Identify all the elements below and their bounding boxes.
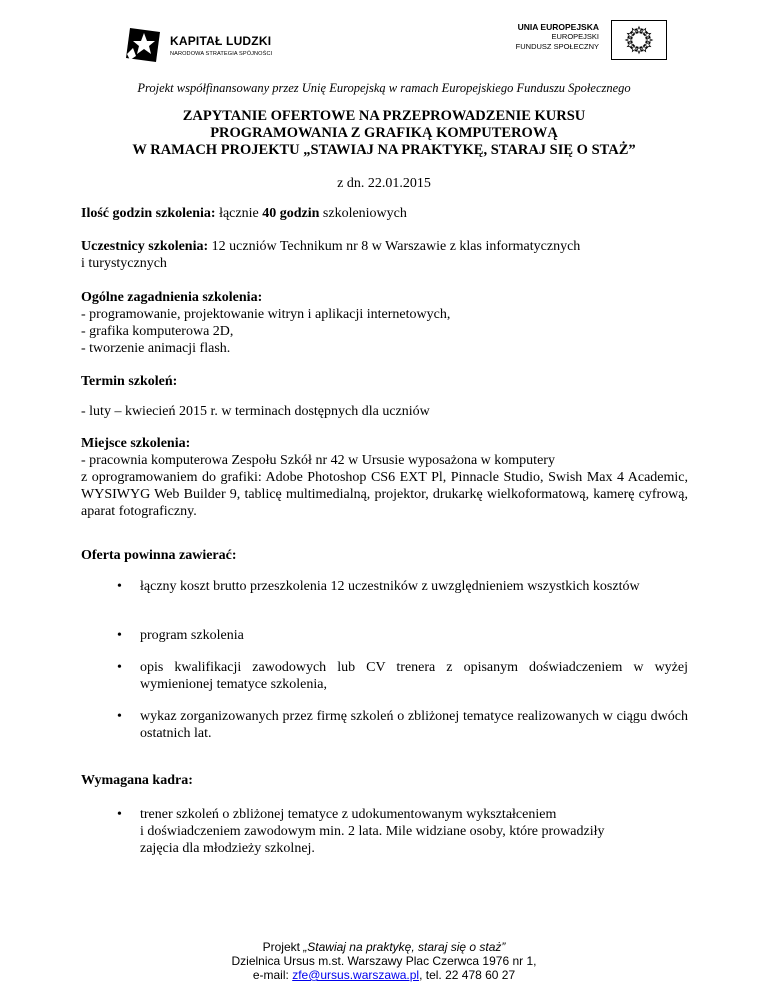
eu-logo-line2: EUROPEJSKI bbox=[551, 32, 599, 41]
title-line-1: ZAPYTANIE OFERTOWE NA PRZEPROWADZENIE KURSU bbox=[182, 108, 586, 124]
location-line-1: - pracownia komputerowa Zespołu Szkół nr 42 w Ursusie wyposażona w komputery bbox=[81, 453, 555, 468]
schedule-label-block bbox=[81, 373, 688, 390]
bullet-icon: • bbox=[117, 579, 122, 594]
topic-item: - tworzenie animacji flash. bbox=[81, 341, 231, 356]
document-title bbox=[0, 108, 768, 159]
bullet-icon: • bbox=[117, 628, 122, 643]
staff-line-3: zajęcia dla młodzieży szkolnej. bbox=[140, 841, 315, 856]
location-label: Miejsce szkolenia: bbox=[81, 436, 191, 451]
location-rest: z oprogramowaniem do grafiki: Adobe Photoshop CS6 EXT Pl, Pinnacle Studio, Swish Max 4 Academic, WYSIWYG Web Builder 9, tablicę multimedialną, projektor, drukarkę wielkoformatową, kamerę cyfrową, aparat fotograficzny. bbox=[81, 470, 688, 519]
topic-item: - grafika komputerowa 2D, bbox=[81, 324, 234, 339]
cofinancing-tagline: Projekt współfinansowany przez Unię Europejską w ramach Europejskiego Funduszu Społecznego bbox=[137, 81, 631, 95]
eu-flag-icon bbox=[611, 20, 667, 60]
offer-bullet: łączny koszt brutto przeszkolenia 12 uczestników z uwzględnieniem wszystkich kosztów bbox=[140, 579, 640, 594]
kapital-ludzki-title: KAPITAŁ LUDZKI bbox=[170, 34, 272, 48]
eu-logo bbox=[505, 18, 667, 66]
title-line-3: W RAMACH PROJEKTU „STAWIAJ NA PRAKTYKĘ, STARAJ SIĘ O STAŻ” bbox=[132, 142, 636, 158]
kapital-ludzki-logo bbox=[124, 22, 284, 68]
footer-address: Dzielnica Ursus m.st. Warszawy Plac Czerwca 1976 nr 1, bbox=[231, 954, 537, 968]
topic-item: - programowanie, projektowanie witryn i aplikacji internetowych, bbox=[81, 307, 451, 322]
topics-label: Ogólne zagadnienia szkolenia: bbox=[81, 290, 263, 305]
footer-phone: , tel. 22 478 60 27 bbox=[419, 968, 516, 982]
offer-bullet: opis kwalifikacji zawodowych lub CV trenera z opisanym doświadczeniem w wyżej wymienionej tematyce szkolenia, bbox=[140, 660, 688, 692]
location-section bbox=[81, 435, 688, 520]
staff-requirement bbox=[140, 806, 700, 857]
participants-text-2: i turystycznych bbox=[81, 256, 167, 271]
offer-label: Oferta powinna zawierać: bbox=[81, 548, 237, 563]
footer-project-name: „Stawiaj na praktykę, staraj się o staż” bbox=[303, 940, 506, 954]
hours-section bbox=[81, 205, 688, 222]
hours-pre: łącznie bbox=[215, 206, 263, 221]
schedule-label: Termin szkoleń: bbox=[81, 374, 178, 389]
kapital-ludzki-star-icon bbox=[124, 24, 164, 64]
bullet-icon: • bbox=[117, 709, 122, 724]
document-date: z dn. 22.01.2015 bbox=[337, 176, 431, 191]
eu-logo-line1: UNIA EUROPEJSKA bbox=[517, 22, 599, 32]
hours-value: 40 godzin bbox=[262, 206, 320, 221]
eu-logo-line3: FUNDUSZ SPOŁECZNY bbox=[515, 42, 599, 51]
staff-label-block bbox=[81, 772, 688, 789]
staff-line-2: i doświadczeniem zawodowym min. 2 lata. Mile widziane osoby, które prowadziły bbox=[140, 824, 605, 839]
schedule-text: - luty – kwiecień 2015 r. w terminach dostępnych dla uczniów bbox=[81, 404, 430, 419]
eu-logo-text bbox=[516, 22, 599, 52]
participants-label: Uczestnicy szkolenia: bbox=[81, 239, 209, 254]
footer-email-prefix: e-mail: bbox=[252, 968, 293, 982]
kapital-ludzki-subtitle: NARODOWA STRATEGIA SPÓJNOŚCI bbox=[170, 51, 273, 57]
bullet-icon: • bbox=[117, 807, 122, 822]
footer-email-link[interactable]: zfe@ursus.warszawa.pl bbox=[292, 968, 420, 982]
footer-project-prefix: Projekt bbox=[262, 940, 304, 954]
offer-label-block bbox=[81, 547, 688, 564]
participants-section bbox=[81, 238, 688, 272]
staff-label: Wymagana kadra: bbox=[81, 773, 193, 788]
topics-section bbox=[81, 289, 688, 357]
bullet-icon: • bbox=[117, 660, 122, 675]
participants-text-1: 12 uczniów Technikum nr 8 w Warszawie z klas informatycznych bbox=[208, 239, 581, 254]
offer-bullet: wykaz zorganizowanych przez firmę szkoleń o zbliżonej tematyce realizowanych w ciągu dwóch ostatnich lat. bbox=[140, 709, 688, 741]
staff-line-1: trener szkoleń o zbliżonej tematyce z udokumentowanym wykształceniem bbox=[140, 807, 557, 822]
offer-bullet: program szkolenia bbox=[140, 628, 244, 643]
hours-post: szkoleniowych bbox=[319, 206, 407, 221]
footer bbox=[0, 940, 768, 982]
title-line-2: PROGRAMOWANIA Z GRAFIKĄ KOMPUTEROWĄ bbox=[210, 125, 558, 141]
hours-label: Ilość godzin szkolenia: bbox=[81, 206, 216, 221]
